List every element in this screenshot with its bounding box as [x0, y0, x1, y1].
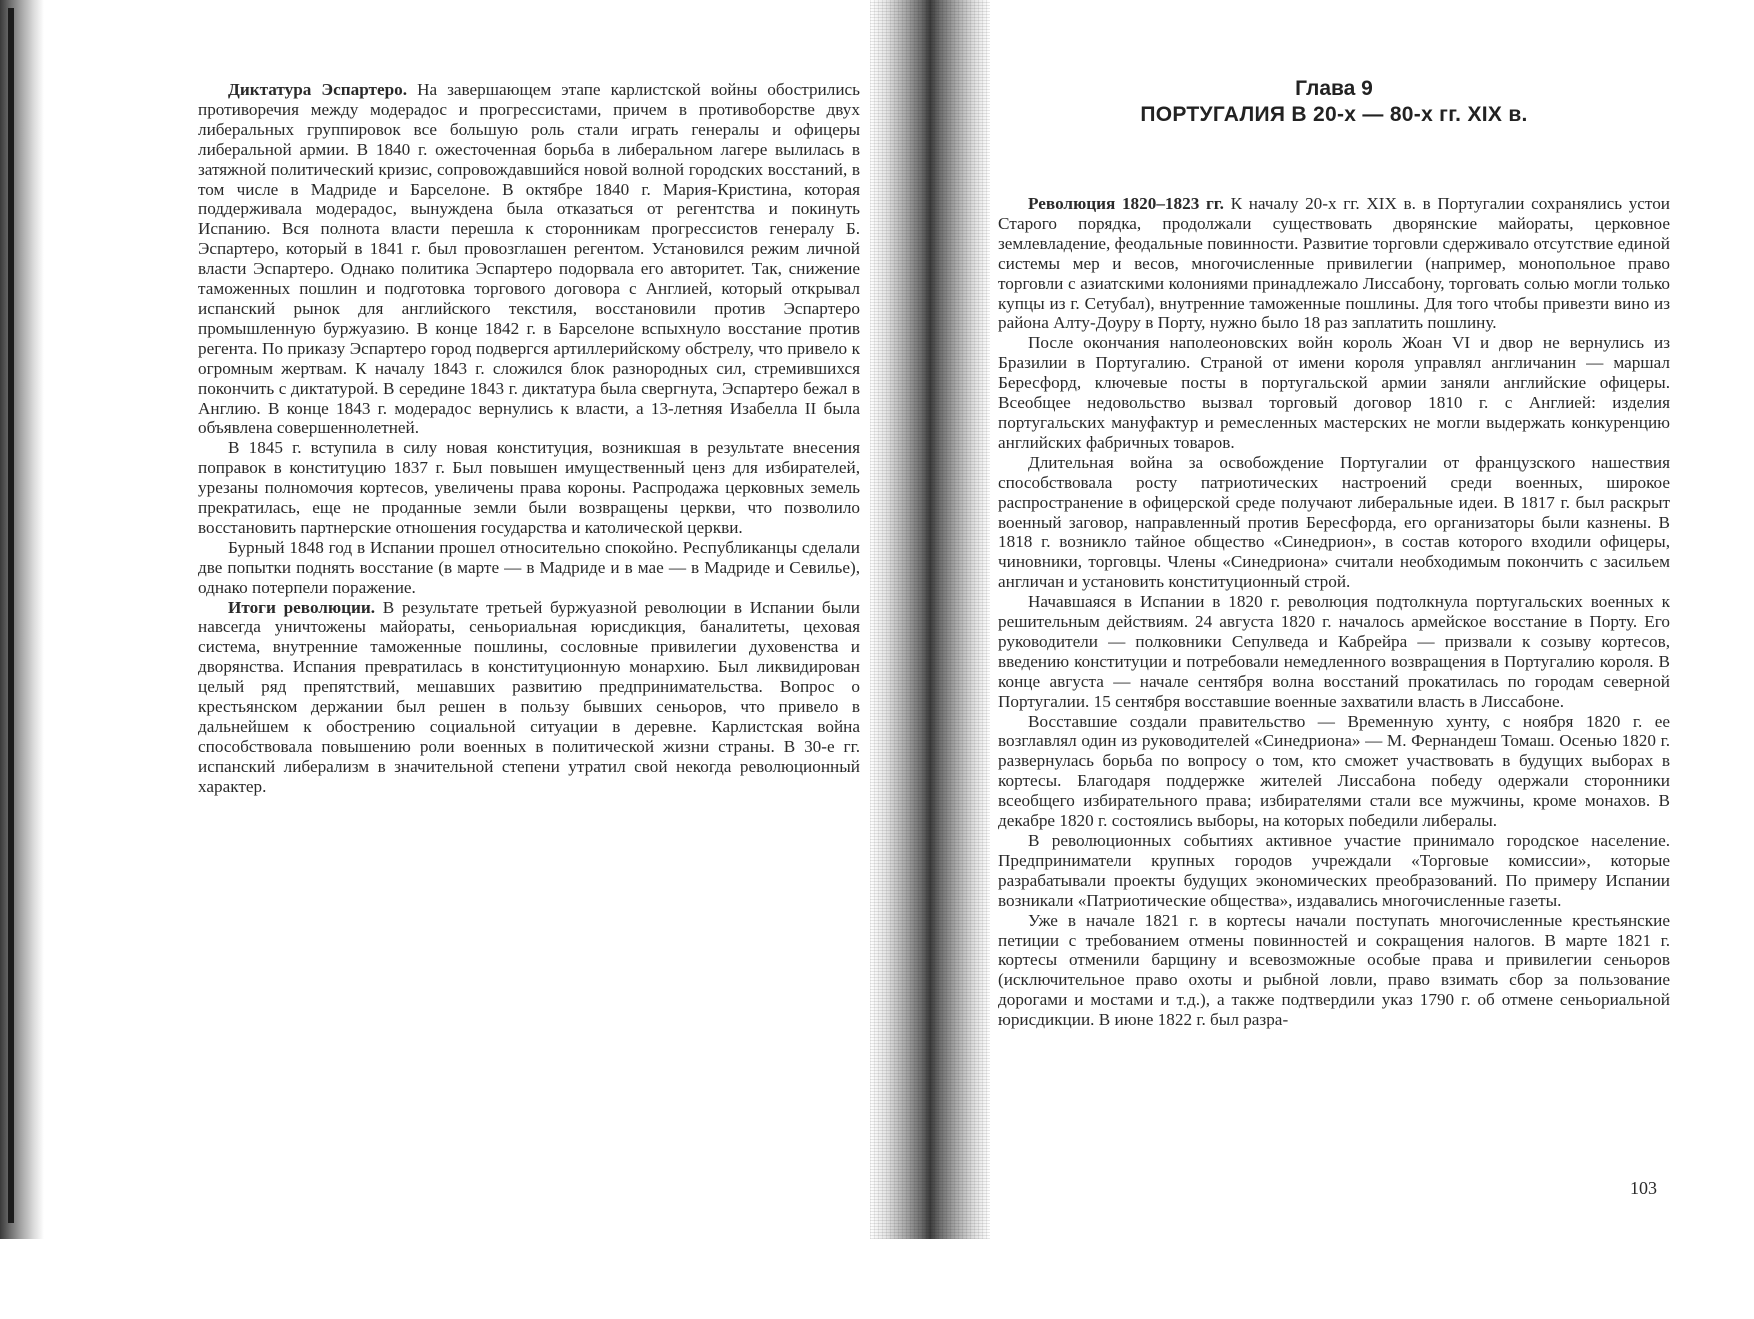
paragraph-text: Уже в начале 1821 г. в кортесы начали поступать многочисленные крестьянские петиции с требованием отмены повинностей и сокращения налогов. В марте 1821 г. кортесы отменили барщину и всевозможные особые права и привилегии сеньоров (исключительное право охоты и рыбной ловли, право взимать сбор за пользование дорогами и мостами и т.д.), а также подтвердили указ 1790 г. об отмене сеньориальной юрисдикции. В июне 1822 г. был разра- — [998, 910, 1670, 1030]
left-paragraph-3 — [198, 538, 860, 598]
left-paragraph-1 — [198, 80, 860, 438]
right-paragraph-1 — [998, 194, 1670, 333]
paragraph-text: В результате третьей буржуазной революции в Испании были навсегда уничтожены майораты, сеньориальная юрисдикция, баналитеты, цеховая система, внутренние таможенные пошлины, сословные привилегии духовенства и дворянства. Испания превратилась в конституционную монархию. Был ликвидирован целый ряд препятствий, мешавших развитию предпринимательства. Вопрос о крестьянском держании был решен в пользу бывших сеньоров, что привело в дальнейшем к обострению социальной ситуации в деревне. Карлистская война способствовала повышению роли военных в политической жизни страны. В 30-е гг. испанский либерализм в значительной степени утратил свой некогда революционный характер. — [198, 597, 860, 796]
paragraph-text: Длительная война за освобождение Португалии от французского нашествия способствовала росту патриотических настроений среди военных, широкое распространение в офицерской среде получают либеральные идеи. В 1817 г. был раскрыт военный заговор, направленный против Бересфорда, его организаторы были казнены. В 1818 г. возникло тайное общество «Синедрион», в состав которого входили офицеры, чиновники, торговцы. Члены «Синедриона» считали необходимым покончить с засильем англичан и установить конституционный строй. — [998, 452, 1670, 592]
right-paragraph-5 — [998, 712, 1670, 831]
paragraph-text: В 1845 г. вступила в силу новая конституция, возникшая в результате внесения поправок в конституцию 1837 г. Был повышен имущественный ценз для избирателей, урезаны полномочия кортесов, увеличены права короны. Распродажа церковных земель прекратилась, еще не проданные земли были возвращены церкви, что позволило восстановить партнерские отношения государства и католической церкви. — [198, 438, 860, 537]
paragraph-text: В революционных событиях активное участие принимало городское население. Предприниматели крупных городов учреждали «Торговые комиссии», которые разрабатывали проекты будущих экономических преобразований. По примеру Испании возникали «Патриотические общества», издавались многочисленные газеты. — [998, 831, 1670, 910]
paragraph-text: На завершающем этапе карлистской войны обострились противоречия между модерадос и прогрессистами, причем в противоборстве двух либеральных группировок все большую роль стали играть генералы и офицеры либеральной армии. В 1840 г. ожесточенная борьба в либеральном лагере вылилась в затяжной политический кризис, сопровождавшийся новой волной городских восстаний, в том числе в Мадриде и Барселоне. В октябре 1840 г. Мария-Кристина, которая поддерживала модерадос, вынуждена была отказаться от регентства и покинуть Испанию. Вся полнота власти перешла к сторонникам прогрессистов генералу Б. Эспартеро, который в 1841 г. был провозглашен регентом. Установился режим личной власти Эспартеро. Однако политика Эспартеро подорвала его авторитет. Так, снижение таможенных пошлин и подготовка торгового договора с Англией, который открывал испанский рынок для английского текстиля, восстановили против Эспартеро промышленную буржуазию. В конце 1842 г. в Барселоне вспыхнуло восстание против регента. По приказу Эспартеро город подвергся артиллерийскому обстрелу, что привело к огромным жертвам. К началу 1843 г. сложился блок разнородных сил, стремившихся покончить с диктатурой. В середине 1843 г. диктатура была свергнута, Эспартеро бежал в Англию. В конце 1843 г. модерадос вернулись к власти, а 13-летняя Изабелла II была объявлена совершеннолетней. — [198, 80, 860, 438]
right-page-body — [998, 194, 1670, 1030]
paragraph-text: После окончания наполеоновских войн король Жоан VI и двор не вернулись из Бразилии в Португалию. Страной от имени короля управлял англичанин — маршал Бересфорд, ключевые посты в португальской армии заняли английские офицеры. Всеобщее недовольство вызвал торговый договор 1810 г. с Англией: изделия португальских мануфактур и ремесленных мастерских не могли выдержать конкуренцию английских фабричных товаров. — [998, 333, 1670, 452]
right-page — [998, 76, 1670, 1315]
paragraph-heading: Революция 1820–1823 гг. — [1028, 194, 1224, 213]
paragraph-text: Начавшаяся в Испании в 1820 г. революция подтолкнула португальских военных к решительным действиям. 24 августа 1820 г. началось армейское восстание в Порту. Его руководители — полковники Сепулведа и Кабрейра — призвали к созыву кортесов, введению конституции и потребовали немедленного возвращения в Португалию короля. В конце августа — начале сентября волна восстаний прокатилась по городам северной Португалии. 15 сентября восставшие военные захватили власть в Лиссабоне. — [998, 592, 1670, 711]
paragraph-text: Бурный 1848 год в Испании прошел относительно спокойно. Республиканцы сделали две попытки поднять восстание (в марте — в Мадриде и в мае — в Мадриде и Севилье), однако потерпели поражение. — [198, 537, 860, 597]
right-paragraph-3 — [998, 453, 1670, 592]
paragraph-heading: Диктатура Эспартеро. — [228, 80, 408, 99]
paragraph-text: К началу 20-х гг. XIX в. в Португалии сохранялись устои Старого порядка, продолжали существовать дворянские майораты, церковное землевладение, феодальные повинности. Развитие торговли сдерживало отсутствие единой системы мер и весов, многочисленные привилегии (например, монопольное право торговли с азиатскими колониями принадлежало Лиссабону, торговать солью могли только купцы из г. Сетубал), внутренние таможенные пошлины. Для того чтобы привезти вино из района Алту-Доуру в Порту, нужно было 18 раз заплатить пошлину. — [998, 194, 1671, 333]
left-page — [198, 80, 860, 1319]
chapter-heading — [998, 76, 1670, 128]
paragraph-heading: Итоги революции. — [228, 597, 376, 617]
book-left-edge — [0, 0, 44, 1239]
right-paragraph-7 — [998, 911, 1670, 1030]
right-paragraph-2 — [998, 333, 1670, 452]
right-paragraph-4 — [998, 592, 1670, 711]
chapter-label: Глава 9 — [1295, 77, 1373, 100]
left-paragraph-2 — [198, 438, 860, 538]
book-gutter — [870, 0, 990, 1239]
left-paragraph-4 — [198, 598, 860, 797]
page-number: 103 — [1630, 1178, 1657, 1198]
right-paragraph-6 — [998, 831, 1670, 911]
paragraph-text: Восставшие создали правительство — Временную хунту, с ноября 1820 г. ее возглавлял один из руководителей «Синедриона» — М. Фернандеш Томаш. Осенью 1820 г. развернулась борьба по вопросу о том, кто сможет участвовать в будущих выборах в кортесы. Благодаря поддержке жителей Лиссабона победу одержали сторонники всеобщего избирательного права; избирателями стали все мужчины, кроме монахов. В декабре 1820 г. состоялись выборы, на которых победили либералы. — [998, 711, 1670, 831]
chapter-title: ПОРТУГАЛИЯ В 20-х — 80-х гг. XIX в. — [1140, 103, 1528, 126]
